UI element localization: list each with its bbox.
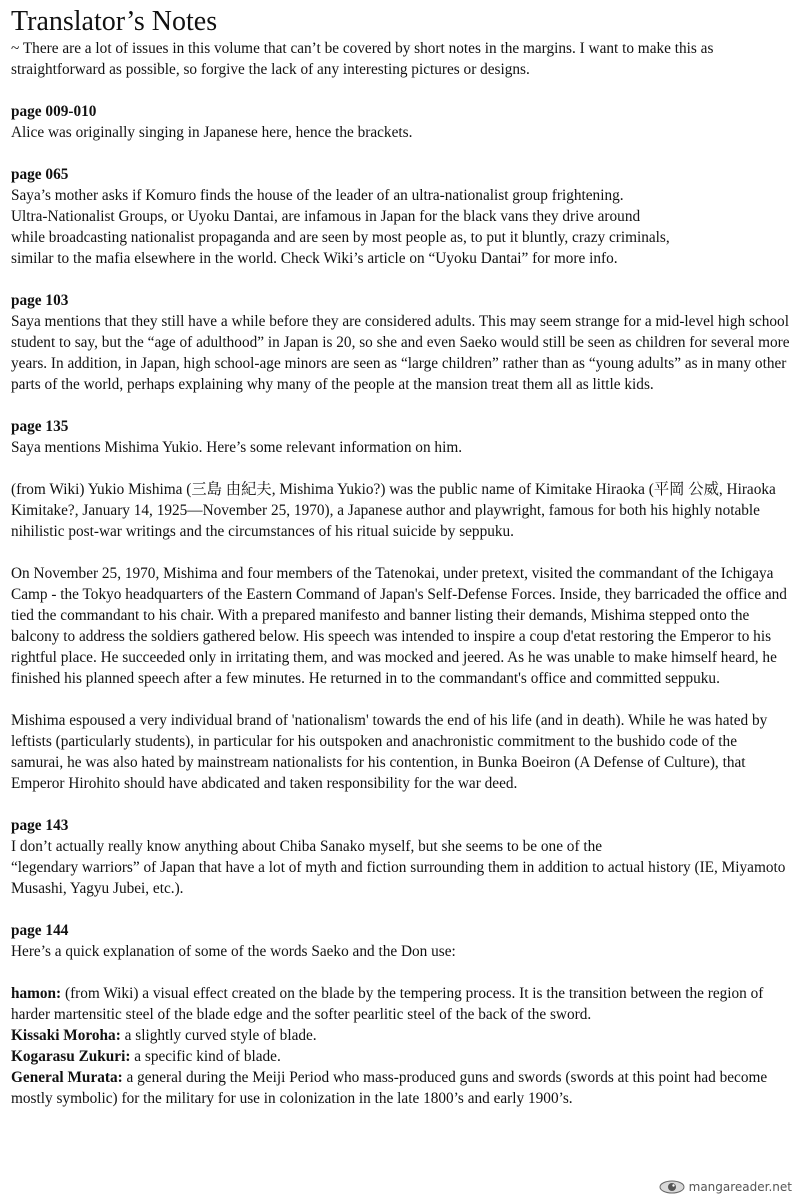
section-line-p065-3: while broadcasting nationalist propaganda and are seen by most people as, to put it bluntly, crazy criminals,: [11, 229, 670, 246]
section-heading-p065: page 065: [11, 166, 69, 183]
glossary-item: [11, 983, 791, 1025]
spacer: [11, 269, 791, 290]
glossary-term: Kissaki Moroha:: [11, 1027, 121, 1044]
glossary-item: [11, 1067, 791, 1109]
section-line-p065-4: similar to the mafia elsewhere in the world. Check Wiki’s article on “Uyoku Dantai” for more info.: [11, 250, 618, 267]
section-heading-p103: page 103: [11, 292, 69, 309]
spacer: [11, 458, 791, 479]
spacer: [11, 962, 791, 983]
glossary-term: hamon:: [11, 985, 62, 1002]
spacer: [11, 899, 791, 920]
glossary-term: General Murata:: [11, 1069, 123, 1086]
watermark: [659, 1180, 792, 1194]
section-text-p009: Alice was originally singing in Japanese here, hence the brackets.: [11, 124, 413, 141]
watermark-text: mangareader.net: [688, 1180, 792, 1194]
notes-page: [11, 6, 791, 1109]
glossary-term: Kogarasu Zukuri:: [11, 1048, 131, 1065]
glossary-item: [11, 1025, 791, 1046]
spacer: [11, 395, 791, 416]
spacer: [11, 689, 791, 710]
section-text-p135: Saya mentions Mishima Yukio. Here’s some relevant information on him.: [11, 439, 463, 456]
section-text-p144: Here’s a quick explanation of some of the words Saeko and the Don use:: [11, 943, 456, 960]
spacer: [11, 143, 791, 164]
glossary-item: [11, 1046, 791, 1067]
intro-text: ~ There are a lot of issues in this volume that can’t be covered by short notes in the margins. I want to make this as straightforward as possible, so forgive the lack of any interesting pictures or designs.: [11, 40, 714, 78]
mishima-wiki-paragraph: (from Wiki) Yukio Mishima (三島 由紀夫, Mishima Yukio?) was the public name of Kimitake Hiraoka (平岡 公威, Hiraoka Kimitake?, January 14, 1925—November 25, 1970), a Japanese author and playwright, famous for both his highly notable nihilistic post-war writings and the circumstances of his ritual suicide by seppuku.: [11, 481, 776, 540]
glossary-definition: a specific kind of blade.: [130, 1048, 281, 1065]
glossary-definition: (from Wiki) a visual effect created on the blade by the tempering process. It is the transition between the region of harder martensitic steel of the blade edge and the softer pearlitic steel of the back of the sword.: [11, 985, 764, 1023]
section-heading-p135: page 135: [11, 418, 69, 435]
section-line-p065-2: Ultra-Nationalist Groups, or Uyoku Dantai, are infamous in Japan for the black vans they drive around: [11, 208, 641, 225]
section-text-p103: Saya mentions that they still have a while before they are considered adults. This may seem strange for a mid-level high school student to say, but the “age of adulthood” in Japan is 20, so she and even Saeko would still be seen as children for several more years. In addition, in Japan, high school-age minors are seen as “large children” rather than as “young adults” as in many other parts of the world, perhaps explaining why many of the people at the mansion treat them all as little kids.: [11, 313, 790, 393]
section-line-p143-2: “legendary warriors” of Japan that have a lot of myth and fiction surrounding them in addition to actual history (IE, Miyamoto Musashi, Yagyu Jubei, etc.).: [11, 859, 786, 897]
glossary-definition: a slightly curved style of blade.: [120, 1027, 317, 1044]
eye-logo-icon: [659, 1180, 685, 1194]
glossary-definition: a general during the Meiji Period who mass-produced guns and swords (swords at this point had become mostly symbolic) for the military for use in colonization in the late 1800’s and early 1900’s.: [11, 1069, 768, 1107]
section-line-p065-1: Saya’s mother asks if Komuro finds the house of the leader of an ultra-nationalist group frightening.: [11, 187, 624, 204]
section-heading-p009: page 009-010: [11, 103, 97, 120]
section-heading-p144: page 144: [11, 922, 69, 939]
mishima-incident-paragraph: On November 25, 1970, Mishima and four members of the Tatenokai, under pretext, visited the commandant of the Ichigaya Camp - the Tokyo headquarters of the Eastern Command of Japan's Self-Defense Forces. Inside, they barricaded the office and tied the commandant to his chair. With a prepared manifesto and banner listing their demands, Mishima stepped onto the balcony to address the soldiers gathered below. His speech was intended to inspire a coup d'etat restoring the Emperor to his rightful place. He succeeded only in irritating them, and was mocked and jeered. As he was unable to make himself heard, he finished his planned speech after a few minutes. He returned in to the commandant's office and committed seppuku.: [11, 565, 787, 687]
mishima-nationalism-paragraph: Mishima espoused a very individual brand of 'nationalism' towards the end of his life (and in death). While he was hated by leftists (particularly students), in particular for his outspoken and anachronistic commitment to the bushido code of the samurai, he was also hated by mainstream nationalists for his contention, in Bunka Boeiron (A Defense of Culture), that Emperor Hirohito should have abdicated and taken responsibility for the war deed.: [11, 712, 768, 792]
section-line-p143-1: I don’t actually really know anything about Chiba Sanako myself, but she seems to be one of the: [11, 838, 603, 855]
page-title: Translator’s Notes: [11, 6, 218, 37]
spacer: [11, 542, 791, 563]
spacer: [11, 80, 791, 101]
spacer: [11, 794, 791, 815]
section-heading-p143: page 143: [11, 817, 69, 834]
